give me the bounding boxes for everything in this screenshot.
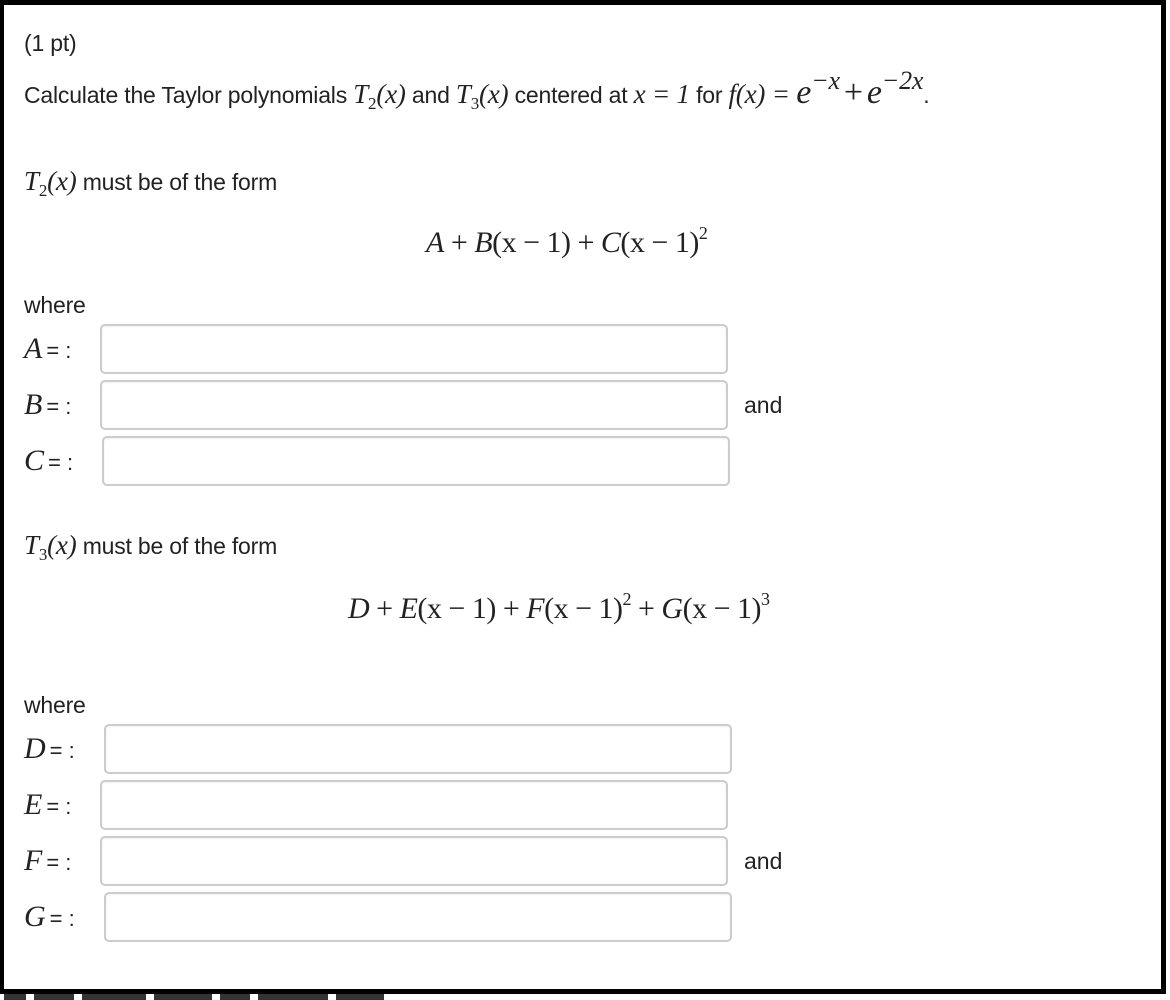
t2-and-label: and [744, 392, 783, 418]
field-label-e [24, 788, 71, 822]
t3-subscript: 3 [470, 94, 480, 113]
t2-heading-subscript: 2 [38, 181, 48, 200]
exponent-2: 2 [698, 223, 708, 243]
prompt-and: and [405, 82, 456, 108]
coef-e: E [399, 592, 418, 625]
eq-sign: = : [46, 794, 72, 819]
exp-base-2: e [866, 74, 882, 111]
prompt-for: for [689, 82, 729, 108]
t3-form-formula [348, 589, 770, 626]
coef-d: D [348, 592, 370, 625]
exp-base-1: e [796, 74, 812, 111]
clipped-text-line [4, 994, 544, 1000]
field-label-a [24, 332, 71, 366]
t3-heading [24, 530, 278, 564]
var-a: A [24, 332, 43, 365]
answer-input-a[interactable] [100, 324, 728, 374]
t2-where-label: where [24, 292, 86, 318]
prompt-period: . [923, 82, 930, 108]
answer-input-g[interactable] [104, 892, 732, 942]
t2-symbol: T [353, 79, 369, 109]
term-2: (x − 1) [544, 592, 623, 625]
plus: + [443, 226, 475, 259]
t2-heading-arg: (x) [47, 166, 77, 196]
term-2: (x − 1) [620, 226, 699, 259]
points-label: (1 pt) [24, 30, 77, 56]
var-f: F [24, 844, 43, 877]
t3-heading-symbol: T [24, 530, 39, 560]
eq-sign: = : [48, 450, 74, 475]
t3-heading-text: must be of the form [76, 533, 278, 559]
var-e: E [24, 788, 43, 821]
term-1: (x − 1) + [492, 226, 601, 259]
exp-power-2: −2x [881, 66, 924, 95]
exponent-2: 2 [622, 589, 631, 609]
t3-symbol: T [455, 79, 471, 109]
function-lhs: f(x) = [728, 79, 797, 109]
var-g: G [24, 900, 46, 933]
plus: + [630, 592, 662, 625]
t2-heading [24, 166, 278, 200]
t3-heading-arg: (x) [47, 530, 77, 560]
prompt-lead: Calculate the Taylor polynomials [24, 82, 354, 108]
var-c: C [24, 444, 45, 477]
coef-a: A [426, 226, 444, 259]
plus: + [369, 592, 400, 625]
t2-heading-symbol: T [24, 166, 39, 196]
answer-input-e[interactable] [100, 780, 728, 830]
answer-input-d[interactable] [104, 724, 732, 774]
exponent-3: 3 [760, 589, 770, 609]
eq-sign: = : [46, 394, 72, 419]
t3-where-label: where [24, 692, 86, 718]
field-label-b [24, 388, 71, 422]
prompt-centered: centered at [508, 82, 634, 108]
eq-sign: = : [46, 338, 72, 363]
t3-heading-subscript: 3 [38, 545, 48, 564]
exp-power-1: −x [811, 66, 840, 95]
term-3: (x − 1) [682, 592, 761, 625]
problem-prompt [24, 66, 930, 113]
answer-input-c[interactable] [102, 436, 730, 486]
coef-f: F [526, 592, 545, 625]
eq-sign: = : [46, 850, 72, 875]
field-label-g [24, 900, 75, 934]
t2-subscript: 2 [368, 94, 377, 113]
t2-arg: (x) [376, 79, 406, 109]
coef-b: B [474, 226, 493, 259]
field-label-c [24, 444, 73, 478]
eq-sign: = : [49, 738, 75, 763]
field-label-d [24, 732, 75, 766]
t3-and-label: and [744, 848, 783, 874]
answer-input-b[interactable] [100, 380, 728, 430]
t3-arg: (x) [479, 79, 509, 109]
center-equation: x = 1 [633, 79, 690, 109]
t2-heading-text: must be of the form [76, 169, 278, 195]
field-label-f [24, 844, 71, 878]
plus-sign: + [843, 74, 863, 111]
coef-c: C [600, 226, 621, 259]
t2-form-formula [426, 223, 708, 260]
var-b: B [24, 388, 43, 421]
coef-g: G [661, 592, 683, 625]
term-1: (x − 1) + [417, 592, 527, 625]
eq-sign: = : [49, 906, 75, 931]
answer-input-f[interactable] [100, 836, 728, 886]
var-d: D [24, 732, 46, 765]
